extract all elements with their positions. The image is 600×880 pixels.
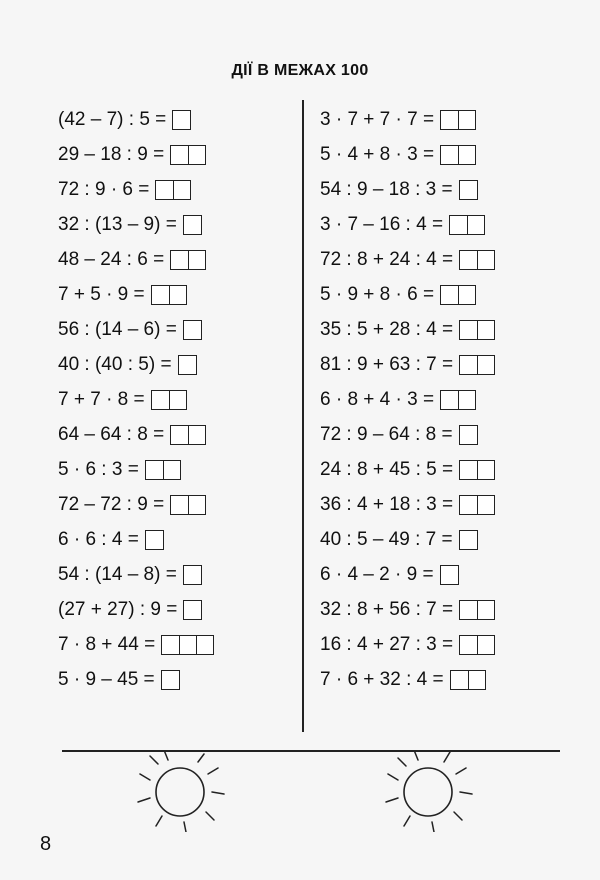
exercise-expression: 6 · 4 – 2 · 9 = [320,563,434,585]
answer-digit-box[interactable] [459,355,478,375]
exercise-expression: 7 + 7 · 8 = [58,388,145,410]
exercise-expression: 7 · 6 + 32 : 4 = [320,668,444,690]
answer-digit-box[interactable] [151,390,170,410]
answer-digit-box[interactable] [170,285,187,305]
answer-digit-box[interactable] [189,145,206,165]
answer-digit-box[interactable] [440,390,459,410]
exercise-expression: 54 : 9 – 18 : 3 = [320,178,453,200]
answer-digit-box[interactable] [145,460,164,480]
exercise-expression: (42 – 7) : 5 = [58,108,167,130]
exercise-expression: 35 : 5 + 28 : 4 = [320,318,454,340]
exercise-row [58,487,214,522]
answer-boxes[interactable] [161,670,180,690]
answer-boxes[interactable] [183,565,202,585]
exercise-row [320,487,495,522]
answer-boxes[interactable] [440,110,476,130]
exercise-row [320,242,495,277]
exercise-expression: 29 – 18 : 9 = [58,143,165,165]
exercise-row [58,347,214,382]
answer-boxes[interactable] [459,425,478,445]
answer-digit-box[interactable] [469,670,486,690]
answer-boxes[interactable] [449,215,485,235]
exercise-row [320,277,495,312]
exercise-row [320,557,495,592]
exercise-expression: 5 · 9 + 8 · 6 = [320,283,435,305]
exercise-expression: 32 : 8 + 56 : 7 = [320,598,454,620]
answer-digit-box[interactable] [161,635,180,655]
answer-digit-box[interactable] [178,355,197,375]
exercise-expression: 48 – 24 : 6 = [58,248,165,270]
sun-icon [132,752,232,832]
exercise-expression: 5 · 9 – 45 = [58,668,155,690]
exercise-row [58,662,214,697]
exercise-row [58,627,214,662]
answer-boxes[interactable] [459,355,495,375]
answer-boxes[interactable] [440,390,476,410]
exercise-row [58,172,214,207]
answer-boxes[interactable] [155,180,191,200]
answer-digit-box[interactable] [459,635,478,655]
answer-boxes[interactable] [459,600,495,620]
exercise-expression: 81 : 9 + 63 : 7 = [320,353,454,375]
exercise-expression: 5 · 4 + 8 · 3 = [320,143,435,165]
exercise-row [58,592,214,627]
exercise-expression: 40 : (40 : 5) = [58,353,172,375]
answer-digit-box[interactable] [478,250,495,270]
answer-boxes[interactable] [183,215,202,235]
exercise-row [58,452,214,487]
answer-digit-box[interactable] [478,460,495,480]
answer-digit-box[interactable] [478,635,495,655]
answer-digit-box[interactable] [170,250,189,270]
exercise-row [320,172,495,207]
answer-digit-box[interactable] [170,495,189,515]
answer-digit-box[interactable] [478,320,495,340]
answer-boxes[interactable] [459,250,495,270]
exercise-row [320,347,495,382]
answer-boxes[interactable] [459,495,495,515]
answer-boxes[interactable] [151,390,187,410]
answer-digit-box[interactable] [440,285,459,305]
exercise-row [320,312,495,347]
answer-boxes[interactable] [450,670,486,690]
answer-boxes[interactable] [170,250,206,270]
answer-boxes[interactable] [178,355,197,375]
answer-boxes[interactable] [459,635,495,655]
exercise-row [320,592,495,627]
exercise-row [320,452,495,487]
exercise-row [320,627,495,662]
exercise-row [320,662,495,697]
answer-boxes[interactable] [145,530,164,550]
page-number: 8 [40,833,52,855]
answer-boxes[interactable] [172,110,191,130]
exercise-expression: 40 : 5 – 49 : 7 = [320,528,453,550]
answer-digit-box[interactable] [440,565,459,585]
answer-digit-box[interactable] [459,145,476,165]
exercise-expression: 24 : 8 + 45 : 5 = [320,458,454,480]
exercise-expression: (27 + 27) : 9 = [58,598,178,620]
exercise-expression: 3 · 7 + 7 · 7 = [320,108,435,130]
right-exercise-column [320,102,495,697]
answer-digit-box[interactable] [174,180,191,200]
answer-digit-box[interactable] [170,425,189,445]
answer-digit-box[interactable] [440,145,459,165]
answer-digit-box[interactable] [459,460,478,480]
exercise-expression: 36 : 4 + 18 : 3 = [320,493,454,515]
page-title: ДІЇ В МЕЖАХ 100 [231,62,369,79]
exercise-expression: 6 · 6 : 4 = [58,528,139,550]
exercise-expression: 64 – 64 : 8 = [58,423,165,445]
answer-digit-box[interactable] [468,215,485,235]
exercise-row [58,102,214,137]
answer-digit-box[interactable] [189,250,206,270]
left-exercise-column [58,102,214,697]
answer-boxes[interactable] [145,460,181,480]
answer-digit-box[interactable] [180,635,197,655]
answer-digit-box[interactable] [459,320,478,340]
exercise-expression: 7 + 5 · 9 = [58,283,145,305]
answer-digit-box[interactable] [450,670,469,690]
answer-digit-box[interactable] [478,600,495,620]
answer-boxes[interactable] [440,565,459,585]
exercise-row [58,522,214,557]
answer-digit-box[interactable] [459,110,476,130]
exercise-expression: 6 · 8 + 4 · 3 = [320,388,435,410]
answer-digit-box[interactable] [151,285,170,305]
answer-digit-box[interactable] [478,495,495,515]
exercise-expression: 72 : 9 · 6 = [58,178,150,200]
exercise-expression: 32 : (13 – 9) = [58,213,177,235]
exercise-row [58,242,214,277]
answer-digit-box[interactable] [459,425,478,445]
exercise-expression: 3 · 7 – 16 : 4 = [320,213,444,235]
answer-digit-box[interactable] [170,145,189,165]
answer-digit-box[interactable] [449,215,468,235]
answer-digit-box[interactable] [197,635,214,655]
answer-digit-box[interactable] [440,110,459,130]
answer-digit-box[interactable] [164,460,181,480]
answer-boxes[interactable] [440,145,476,165]
answer-digit-box[interactable] [189,495,206,515]
answer-boxes[interactable] [459,460,495,480]
exercise-expression: 72 : 8 + 24 : 4 = [320,248,454,270]
answer-boxes[interactable] [151,285,187,305]
exercise-expression: 5 · 6 : 3 = [58,458,139,480]
exercise-row [58,277,214,312]
answer-boxes[interactable] [170,145,206,165]
answer-boxes[interactable] [459,180,478,200]
answer-digit-box[interactable] [478,355,495,375]
exercise-row [58,312,214,347]
exercise-row [58,382,214,417]
answer-boxes[interactable] [440,285,476,305]
answer-digit-box[interactable] [459,530,478,550]
answer-digit-box[interactable] [183,320,202,340]
answer-digit-box[interactable] [459,600,478,620]
exercise-row [320,382,495,417]
exercise-expression: 7 · 8 + 44 = [58,633,156,655]
answer-digit-box[interactable] [161,670,180,690]
answer-boxes[interactable] [459,320,495,340]
exercise-expression: 72 : 9 – 64 : 8 = [320,423,453,445]
answer-boxes[interactable] [170,495,206,515]
answer-boxes[interactable] [459,530,478,550]
answer-digit-box[interactable] [155,180,174,200]
exercise-row [320,137,495,172]
answer-digit-box[interactable] [459,285,476,305]
exercise-row [58,207,214,242]
exercise-expression: 56 : (14 – 6) = [58,318,177,340]
answer-digit-box[interactable] [459,390,476,410]
exercise-row [58,417,214,452]
exercise-expression: 16 : 4 + 27 : 3 = [320,633,454,655]
exercise-row [320,522,495,557]
answer-digit-box[interactable] [183,600,202,620]
exercise-row [58,137,214,172]
answer-boxes[interactable] [183,320,202,340]
answer-digit-box[interactable] [170,390,187,410]
answer-digit-box[interactable] [183,565,202,585]
exercise-row [320,102,495,137]
answer-digit-box[interactable] [459,495,478,515]
answer-boxes[interactable] [183,600,202,620]
exercise-row [320,207,495,242]
answer-digit-box[interactable] [459,180,478,200]
answer-boxes[interactable] [170,425,206,445]
exercise-row [320,417,495,452]
answer-digit-box[interactable] [183,215,202,235]
exercise-expression: 72 – 72 : 9 = [58,493,165,515]
sun-icon [384,752,484,832]
answer-digit-box[interactable] [145,530,164,550]
answer-digit-box[interactable] [459,250,478,270]
answer-boxes[interactable] [161,635,214,655]
exercise-expression: 54 : (14 – 8) = [58,563,177,585]
exercise-row [58,557,214,592]
column-divider [302,100,304,732]
answer-digit-box[interactable] [189,425,206,445]
answer-digit-box[interactable] [172,110,191,130]
